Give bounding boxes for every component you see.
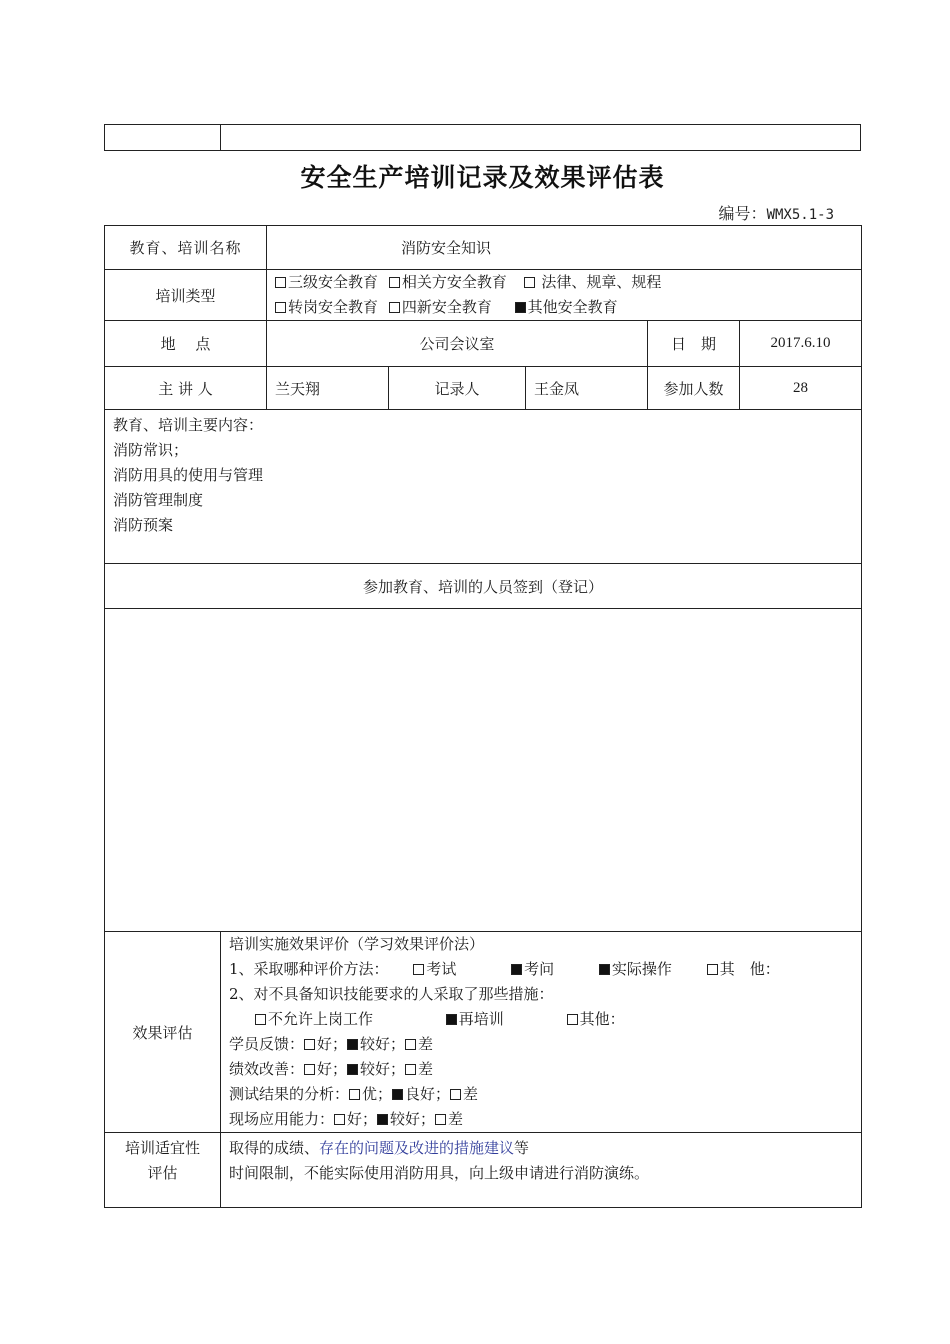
signin-area[interactable] (105, 609, 862, 932)
method-other[interactable]: 其 他： (707, 960, 780, 978)
checkbox-checked-icon[interactable] (377, 1114, 388, 1125)
checkbox-empty-icon[interactable] (389, 277, 400, 288)
recorder-value[interactable]: 王金凤 (526, 367, 648, 410)
header-box (104, 124, 861, 151)
training-record-form (104, 225, 862, 1208)
checkbox-empty-icon[interactable] (389, 302, 400, 313)
suitability-line-1: 取得的成绩、存在的问题及改进的措施建议等 (229, 1139, 530, 1157)
type-option-law[interactable]: 法律、规章、规程 (524, 273, 662, 291)
speaker-value[interactable]: 兰天翔 (267, 367, 389, 410)
eval-heading: 培训实施效果评价（学习效果评价法） (229, 935, 485, 953)
checkbox-empty-icon[interactable] (435, 1114, 446, 1125)
eval-method-row: 1、采取哪种评价方法： 考试 考问 实际操作 其 他： (229, 960, 780, 978)
method-oral[interactable]: 考问 (511, 960, 554, 978)
suitability-eval-label: 培训适宜性 评估 (105, 1133, 221, 1208)
checkbox-empty-icon[interactable] (450, 1089, 461, 1100)
checkbox-empty-icon[interactable] (707, 964, 718, 975)
training-name-label: 教育、培训名称 (105, 226, 267, 270)
training-type-label: 培训类型 (105, 270, 267, 321)
rating-row: 测试结果的分析： 优； 良好； 差 (229, 1085, 479, 1103)
checkbox-empty-icon[interactable] (405, 1064, 416, 1075)
type-option-related-party[interactable]: 相关方安全教育 (389, 273, 507, 291)
eval-measure-question: 2、对不具备知识技能要求的人采取了那些措施： (229, 985, 554, 1003)
method-exam[interactable]: 考试 (413, 960, 456, 978)
measure-no-work[interactable]: 不允许上岗工作 (255, 1010, 373, 1028)
training-name-value[interactable] (267, 226, 862, 270)
training-content-cell[interactable] (105, 410, 862, 564)
checkbox-checked-icon[interactable] (515, 302, 526, 313)
header-box-divider (220, 125, 221, 150)
checkbox-empty-icon[interactable] (275, 277, 286, 288)
checkbox-empty-icon[interactable] (349, 1089, 360, 1100)
training-content-item: 消防用具的使用与管理 (113, 466, 264, 484)
measure-retrain[interactable]: 再培训 (446, 1010, 504, 1028)
type-option-other[interactable]: 其他安全教育 (515, 298, 618, 316)
speaker-label: 主 讲 人 (105, 367, 267, 410)
measure-other[interactable]: 其他： (567, 1010, 625, 1028)
training-type-row-1 (275, 270, 853, 295)
checkbox-checked-icon[interactable] (392, 1089, 403, 1100)
participants-value[interactable]: 28 (740, 367, 862, 410)
training-content-heading: 教育、培训主要内容： (113, 416, 264, 434)
checkbox-empty-icon[interactable] (413, 964, 424, 975)
date-label: 日 期 (648, 321, 740, 367)
training-name-text: 消防安全知识 (401, 239, 492, 257)
training-type-row-2 (275, 295, 853, 320)
checkbox-empty-icon[interactable] (304, 1064, 315, 1075)
training-content-item: 消防预案 (113, 516, 174, 534)
location-label: 地 点 (105, 321, 267, 367)
document-number (719, 201, 834, 224)
checkbox-checked-icon[interactable] (599, 964, 610, 975)
checkbox-checked-icon[interactable] (446, 1014, 457, 1025)
document-number-label: 编号： (718, 204, 767, 223)
training-type-options (267, 270, 862, 321)
method-practice[interactable]: 实际操作 (599, 960, 672, 978)
recorder-label: 记录人 (389, 367, 526, 410)
effect-eval-label: 效果评估 (105, 932, 221, 1133)
training-content-item: 消防管理制度 (113, 491, 204, 509)
checkbox-checked-icon[interactable] (347, 1064, 358, 1075)
participants-label: 参加人数 (648, 367, 740, 410)
checkbox-empty-icon[interactable] (405, 1039, 416, 1050)
checkbox-empty-icon[interactable] (255, 1014, 266, 1025)
page-title: 安全生产培训记录及效果评估表 (300, 163, 665, 192)
rating-row: 学员反馈： 好； 较好； 差 (229, 1035, 434, 1053)
rating-row: 绩效改善： 好； 较好； 差 (229, 1060, 434, 1078)
location-value[interactable]: 公司会议室 (267, 321, 648, 367)
checkbox-empty-icon[interactable] (304, 1039, 315, 1050)
suitability-eval-cell[interactable] (221, 1133, 862, 1208)
checkbox-checked-icon[interactable] (347, 1039, 358, 1050)
checkbox-empty-icon[interactable] (524, 277, 535, 288)
checkbox-empty-icon[interactable] (334, 1114, 345, 1125)
training-content-item: 消防常识； (113, 441, 189, 459)
type-option-four-new[interactable]: 四新安全教育 (389, 298, 492, 316)
type-option-three-level[interactable]: 三级安全教育 (275, 273, 378, 291)
rating-row: 现场应用能力： 好； 较好； 差 (229, 1110, 464, 1128)
date-value[interactable]: 2017.6.10 (740, 321, 862, 367)
type-option-transfer[interactable]: 转岗安全教育 (275, 298, 378, 316)
eval-measure-row (229, 1007, 853, 1032)
suitability-line-2: 时间限制，不能实际使用消防用具，向上级申请进行消防演练。 (229, 1164, 650, 1182)
effect-eval-cell (221, 932, 862, 1133)
checkbox-empty-icon[interactable] (275, 302, 286, 313)
signin-heading: 参加教育、培训的人员签到（登记） (105, 564, 862, 609)
checkbox-checked-icon[interactable] (511, 964, 522, 975)
checkbox-empty-icon[interactable] (567, 1014, 578, 1025)
document-number-value: WMX5.1-3 (766, 207, 834, 223)
